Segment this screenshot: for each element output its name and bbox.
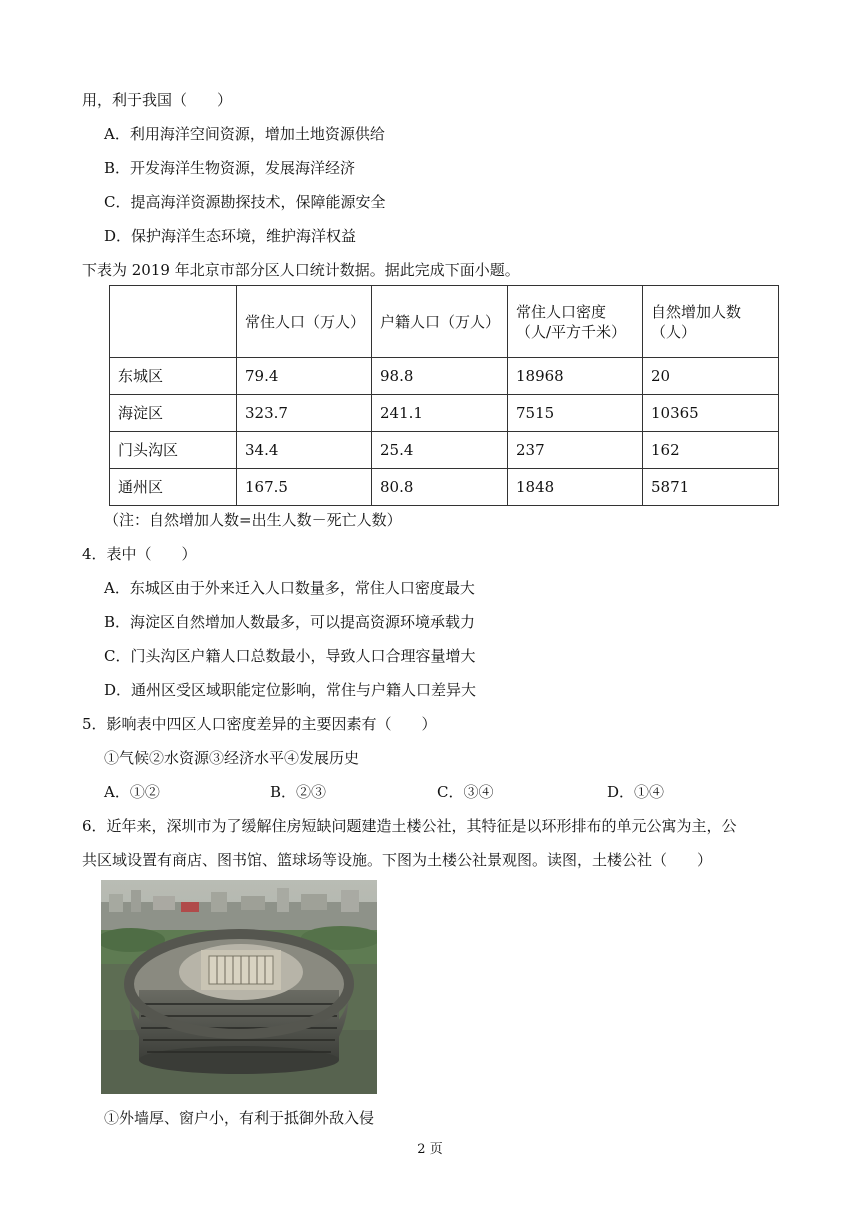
table-cell: 18968 — [508, 358, 643, 395]
table-cell: 323.7 — [237, 395, 372, 432]
q5-option-d: D．①④ — [607, 783, 665, 801]
tulou-photo — [101, 880, 377, 1094]
table-cell: 20 — [643, 358, 779, 395]
table-cell: 237 — [508, 432, 643, 469]
table-cell: 167.5 — [237, 469, 372, 506]
q4-stem: 4．表中（ ） — [82, 545, 197, 563]
table-cell: 80.8 — [372, 469, 508, 506]
district-cell: 门头沟区 — [110, 432, 237, 469]
q4-option-a: A．东城区由于外来迁入人口数量多，常住人口密度最大 — [104, 579, 475, 597]
table-note: （注：自然增加人数=出生人数－死亡人数） — [104, 511, 402, 529]
header-registered-population: 户籍人口（万人） — [372, 286, 508, 358]
table-cell: 98.8 — [372, 358, 508, 395]
table-row — [110, 358, 779, 395]
q3-option-b: B．开发海洋生物资源，发展海洋经济 — [104, 159, 356, 177]
table-cell: 79.4 — [237, 358, 372, 395]
q4-option-d: D．通州区受区域职能定位影响，常住与户籍人口差异大 — [104, 681, 477, 699]
table-cell: 5871 — [643, 469, 779, 506]
q4-option-b: B．海淀区自然增加人数最多，可以提高资源环境承载力 — [104, 613, 476, 631]
q3-option-c: C．提高海洋资源勘探技术，保障能源安全 — [104, 193, 386, 211]
header-natural-increase: 自然增加人数（人） — [643, 286, 779, 358]
population-table — [109, 285, 779, 506]
table-cell: 25.4 — [372, 432, 508, 469]
district-cell: 通州区 — [110, 469, 237, 506]
table-cell: 10365 — [643, 395, 779, 432]
table-header-row — [110, 286, 779, 358]
q5-option-a: A．①② — [104, 783, 160, 801]
q5-option-b: B．②③ — [270, 783, 327, 801]
table-cell: 1848 — [508, 469, 643, 506]
table-cell: 241.1 — [372, 395, 508, 432]
q6-item-1: ①外墙厚、窗户小，有利于抵御外敌入侵 — [104, 1109, 375, 1127]
district-cell: 海淀区 — [110, 395, 237, 432]
q5-items: ①气候②水资源③经济水平④发展历史 — [104, 749, 360, 767]
table-cell: 162 — [643, 432, 779, 469]
q5-stem: 5．影响表中四区人口密度差异的主要因素有（ ） — [82, 715, 437, 733]
table-cell: 34.4 — [237, 432, 372, 469]
q6-stem-line1: 6．近年来，深圳市为了缓解住房短缺问题建造土楼公社，其特征是以环形排布的单元公寓为主，公 — [82, 817, 737, 835]
q3-stem-tail: 用，利于我国（ ） — [82, 91, 233, 109]
q6-stem-line2: 共区域设置有商店、图书馆、篮球场等设施。下图为土楼公社景观图。读图，土楼公社（ ） — [82, 851, 713, 869]
table-intro: 下表为 2019 年北京市部分区人口统计数据。据此完成下面小题。 — [82, 261, 520, 279]
header-cell-empty — [110, 286, 237, 358]
table-row — [110, 469, 779, 506]
header-resident-population: 常住人口（万人） — [237, 286, 372, 358]
q3-option-a: A．利用海洋空间资源，增加土地资源供给 — [104, 125, 385, 143]
header-population-density: 常住人口密度（人/平方千米） — [508, 286, 643, 358]
q4-option-c: C．门头沟区户籍人口总数最小，导致人口合理容量增大 — [104, 647, 476, 665]
table-row — [110, 432, 779, 469]
page-number: 2 页 — [417, 1142, 443, 1157]
q5-option-c: C．③④ — [437, 783, 494, 801]
q3-option-d: D．保护海洋生态环境，维护海洋权益 — [104, 227, 357, 245]
table-cell: 7515 — [508, 395, 643, 432]
district-cell: 东城区 — [110, 358, 237, 395]
table-row — [110, 395, 779, 432]
